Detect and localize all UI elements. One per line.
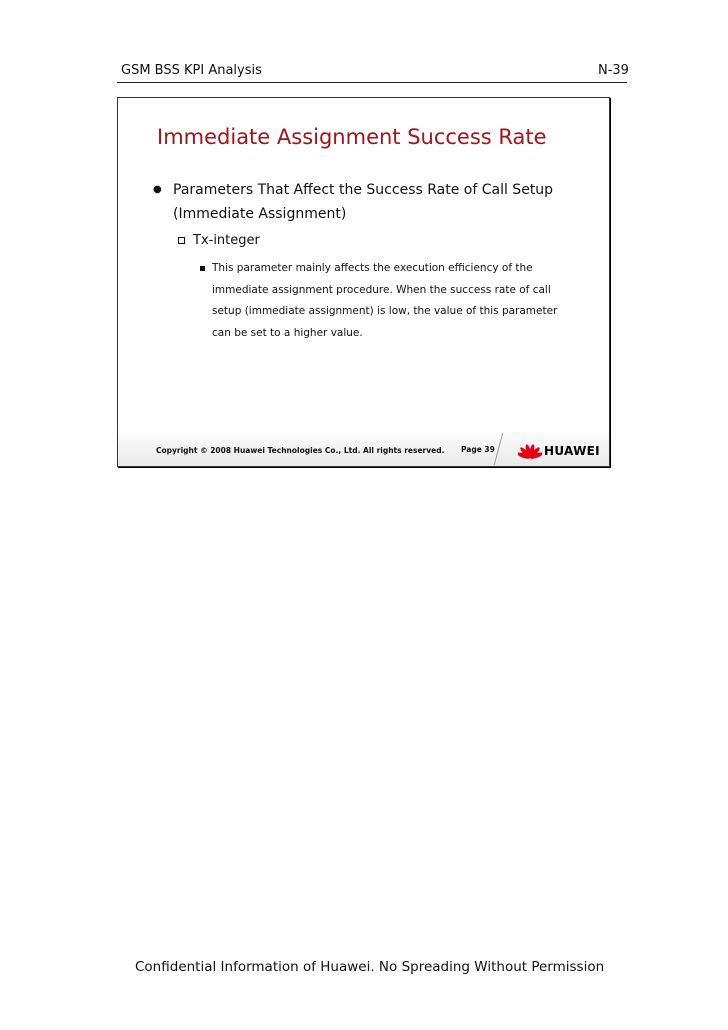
slide-page-number: Page 39 (461, 445, 495, 454)
bullet-level-1 (153, 178, 583, 226)
slide-title: Immediate Assignment Success Rate (157, 125, 547, 149)
confidential-notice: Confidential Information of Huawei. No Spreading Without Permission (135, 959, 605, 975)
round-bullet-icon: ● (153, 184, 162, 195)
footer-slash-divider (494, 433, 504, 465)
huawei-wordmark: HUAWEI (544, 444, 600, 458)
bullet-level-2-text: Tx-integer (193, 233, 260, 248)
huawei-flower-icon (518, 441, 542, 461)
slide-copyright: Copyright © 2008 Huawei Technologies Co., Ltd. All rights reserved. (156, 446, 445, 455)
square-bullet-icon (200, 266, 205, 271)
document-page-number: N-39 (598, 63, 629, 78)
slide-footer (118, 428, 609, 466)
hollow-square-bullet-icon (178, 237, 185, 244)
header-divider (117, 82, 627, 83)
bullet-level-1-text: Parameters That Affect the Success Rate of Call Setup (Immediate Assignment) (173, 182, 554, 222)
document-header-title: GSM BSS KPI Analysis (121, 63, 262, 78)
slide-frame (117, 97, 610, 467)
huawei-logo (518, 440, 600, 462)
bullet-level-3-text: This parameter mainly affects the execution efficiency of the immediate assignment procedure. When the success rate of call setup (immediate assignment) is low, the value of this parameter can be set to a higher value. (212, 262, 558, 339)
bullet-level-3 (200, 258, 572, 344)
bullet-level-2 (178, 232, 260, 250)
